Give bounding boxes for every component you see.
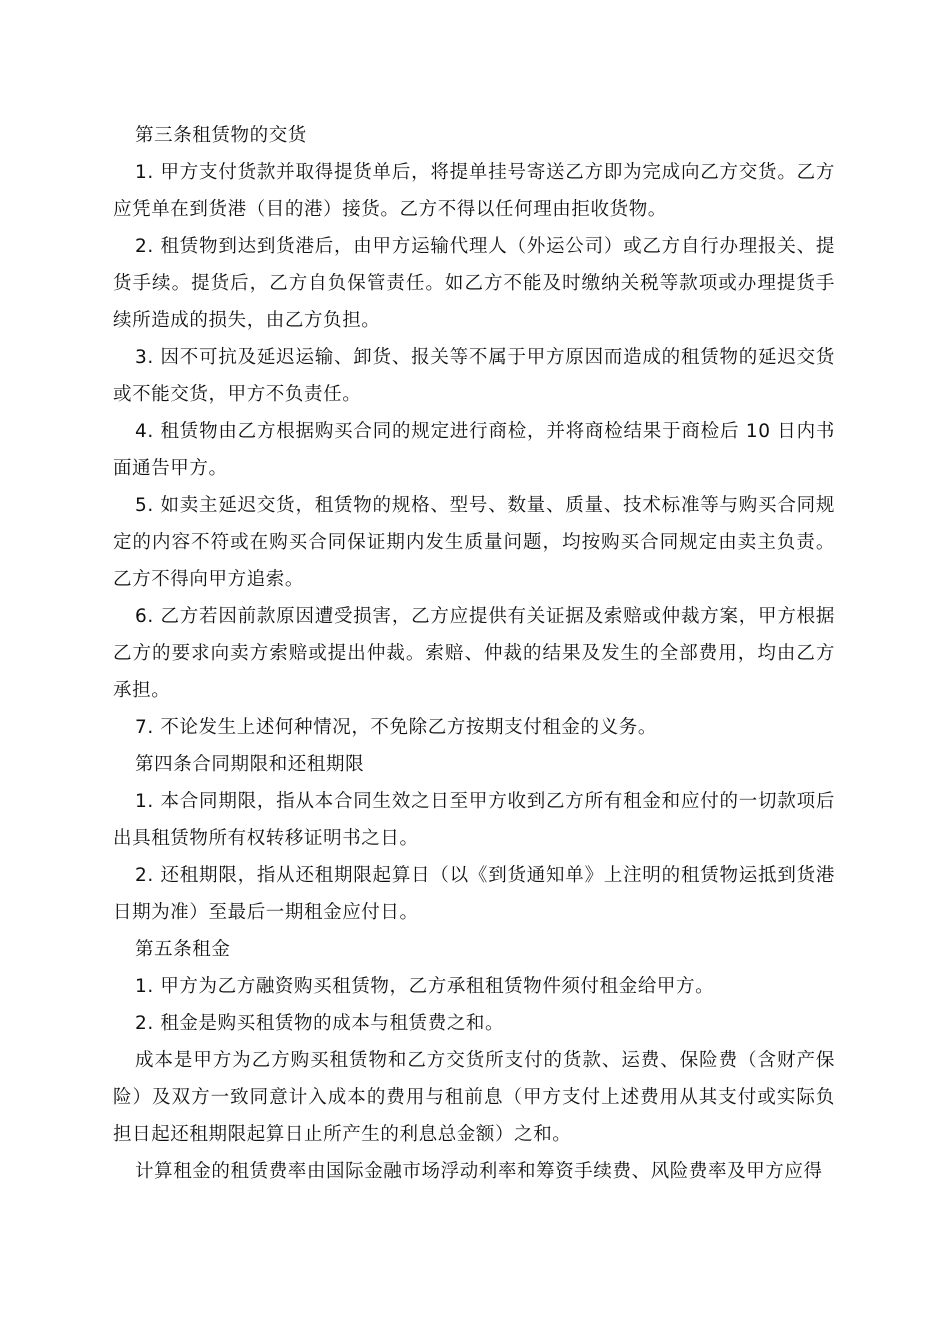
section-heading-3: 第三条租赁物的交货 [135,125,307,146]
clause-paragraph: 1. 甲方为乙方融资购买租赁物，乙方承租租赁物件须付租金给甲方。 [135,976,715,997]
clause-paragraph: 7. 不论发生上述何种情况，不免除乙方按期支付租金的义务。 [135,717,657,738]
clause-paragraph: 3. 因不可抗及延迟运输、卸货、报关等不属于甲方原因而造成的租赁物的延迟交货或不能交货，甲方不负责任。 [113,347,835,405]
document-body [113,117,835,1190]
clause-paragraph: 6. 乙方若因前款原因遭受损害，乙方应提供有关证据及索赔或仲裁方案，甲方根据乙方的要求向卖方索赔或提出仲裁。索赔、仲裁的结果及发生的全部费用，均由乙方承担。 [113,606,835,701]
clause-paragraph: 1. 本合同期限，指从本合同生效之日至甲方收到乙方所有租金和应付的一切款项后出具租赁物所有权转移证明书之日。 [113,791,835,849]
clause-paragraph: 5. 如卖主延迟交货，租赁物的规格、型号、数量、质量、技术标准等与购买合同规定的内容不符或在购买合同保证期内发生质量问题，均按购买合同规定由卖主负责。乙方不得向甲方追索。 [113,495,835,590]
clause-paragraph: 成本是甲方为乙方购买租赁物和乙方交货所支付的货款、运费、保险费（含财产保险）及双方一致同意计入成本的费用与租前息（甲方支付上述费用从其支付或实际负担日起还租期限起算日止所产生的利息总金额）之和。 [113,1050,835,1145]
clause-paragraph: 计算租金的租赁费率由国际金融市场浮动利率和筹资手续费、风险费率及甲方应得 [135,1161,823,1182]
clause-paragraph: 4. 租赁物由乙方根据购买合同的规定进行商检，并将商检结果于商检后 10 日内书面通告甲方。 [113,421,835,479]
clause-paragraph: 2. 租金是购买租赁物的成本与租赁费之和。 [135,1013,505,1034]
section-heading-4: 第四条合同期限和还租期限 [135,754,365,775]
section-heading-5: 第五条租金 [135,939,231,960]
clause-paragraph: 2. 还租期限，指从还租期限起算日（以《到货通知单》上注明的租赁物运抵到货港日期为准）至最后一期租金应付日。 [113,865,835,923]
clause-paragraph: 2. 租赁物到达到货港后，由甲方运输代理人（外运公司）或乙方自行办理报关、提货手续。提货后，乙方自负保管责任。如乙方不能及时缴纳关税等款项或办理提货手续所造成的损失，由乙方负担。 [113,236,835,331]
clause-paragraph: 1. 甲方支付货款并取得提货单后，将提单挂号寄送乙方即为完成向乙方交货。乙方应凭单在到货港（目的港）接货。乙方不得以任何理由拒收货物。 [113,162,835,220]
